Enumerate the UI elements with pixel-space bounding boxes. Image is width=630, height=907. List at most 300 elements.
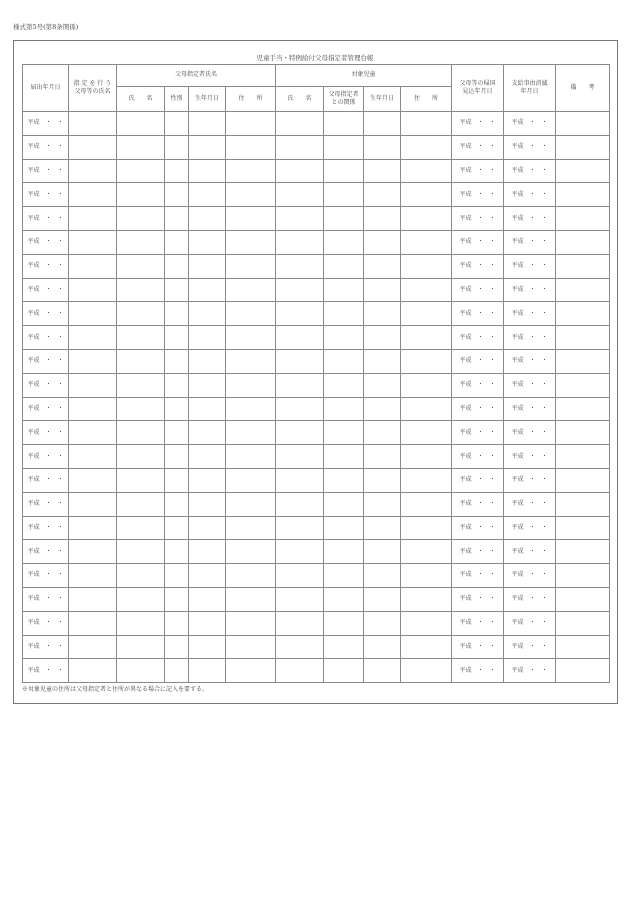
child-name-cell[interactable] [276, 397, 324, 421]
child-birthdate-cell[interactable] [364, 183, 401, 207]
child-address-cell[interactable] [401, 635, 452, 659]
return-date-cell[interactable]: 平成 ・ ・ [452, 159, 504, 183]
filing-date-cell[interactable]: 平成 ・ ・ [23, 659, 69, 683]
designee-address-cell[interactable] [226, 349, 276, 373]
designee-sex-cell[interactable] [165, 564, 189, 588]
filing-date-cell[interactable]: 平成 ・ ・ [23, 397, 69, 421]
extinction-date-cell[interactable]: 平成 ・ ・ [504, 373, 556, 397]
designee-name-cell[interactable] [117, 540, 165, 564]
designee-birthdate-cell[interactable] [189, 540, 226, 564]
return-date-cell[interactable]: 平成 ・ ・ [452, 254, 504, 278]
remarks-cell[interactable] [556, 159, 610, 183]
child-birthdate-cell[interactable] [364, 611, 401, 635]
return-date-cell[interactable]: 平成 ・ ・ [452, 230, 504, 254]
child-address-cell[interactable] [401, 230, 452, 254]
return-date-cell[interactable]: 平成 ・ ・ [452, 326, 504, 350]
child-address-cell[interactable] [401, 611, 452, 635]
child-address-cell[interactable] [401, 183, 452, 207]
child-name-cell[interactable] [276, 278, 324, 302]
remarks-cell[interactable] [556, 373, 610, 397]
return-date-cell[interactable]: 平成 ・ ・ [452, 540, 504, 564]
child-relation-cell[interactable] [324, 112, 364, 136]
designee-sex-cell[interactable] [165, 278, 189, 302]
child-relation-cell[interactable] [324, 540, 364, 564]
designee-birthdate-cell[interactable] [189, 230, 226, 254]
child-birthdate-cell[interactable] [364, 587, 401, 611]
designee-birthdate-cell[interactable] [189, 564, 226, 588]
filing-date-cell[interactable]: 平成 ・ ・ [23, 349, 69, 373]
child-relation-cell[interactable] [324, 326, 364, 350]
designee-address-cell[interactable] [226, 564, 276, 588]
extinction-date-cell[interactable]: 平成 ・ ・ [504, 207, 556, 231]
remarks-cell[interactable] [556, 207, 610, 231]
designating-parent-cell[interactable] [69, 540, 117, 564]
filing-date-cell[interactable]: 平成 ・ ・ [23, 445, 69, 469]
designee-sex-cell[interactable] [165, 492, 189, 516]
remarks-cell[interactable] [556, 635, 610, 659]
child-relation-cell[interactable] [324, 349, 364, 373]
designee-birthdate-cell[interactable] [189, 326, 226, 350]
child-address-cell[interactable] [401, 112, 452, 136]
designating-parent-cell[interactable] [69, 159, 117, 183]
designee-sex-cell[interactable] [165, 349, 189, 373]
designating-parent-cell[interactable] [69, 302, 117, 326]
child-relation-cell[interactable] [324, 635, 364, 659]
designee-sex-cell[interactable] [165, 468, 189, 492]
extinction-date-cell[interactable]: 平成 ・ ・ [504, 540, 556, 564]
filing-date-cell[interactable]: 平成 ・ ・ [23, 230, 69, 254]
designee-name-cell[interactable] [117, 397, 165, 421]
extinction-date-cell[interactable]: 平成 ・ ・ [504, 468, 556, 492]
child-relation-cell[interactable] [324, 373, 364, 397]
child-name-cell[interactable] [276, 230, 324, 254]
designee-sex-cell[interactable] [165, 135, 189, 159]
return-date-cell[interactable]: 平成 ・ ・ [452, 302, 504, 326]
return-date-cell[interactable]: 平成 ・ ・ [452, 564, 504, 588]
child-relation-cell[interactable] [324, 159, 364, 183]
child-name-cell[interactable] [276, 159, 324, 183]
designee-sex-cell[interactable] [165, 611, 189, 635]
designee-birthdate-cell[interactable] [189, 397, 226, 421]
return-date-cell[interactable]: 平成 ・ ・ [452, 183, 504, 207]
designating-parent-cell[interactable] [69, 611, 117, 635]
filing-date-cell[interactable]: 平成 ・ ・ [23, 112, 69, 136]
child-name-cell[interactable] [276, 611, 324, 635]
filing-date-cell[interactable]: 平成 ・ ・ [23, 254, 69, 278]
remarks-cell[interactable] [556, 230, 610, 254]
designee-name-cell[interactable] [117, 159, 165, 183]
filing-date-cell[interactable]: 平成 ・ ・ [23, 135, 69, 159]
child-birthdate-cell[interactable] [364, 326, 401, 350]
child-name-cell[interactable] [276, 421, 324, 445]
designee-sex-cell[interactable] [165, 540, 189, 564]
designee-address-cell[interactable] [226, 445, 276, 469]
return-date-cell[interactable]: 平成 ・ ・ [452, 112, 504, 136]
designating-parent-cell[interactable] [69, 278, 117, 302]
designating-parent-cell[interactable] [69, 587, 117, 611]
designee-address-cell[interactable] [226, 611, 276, 635]
child-birthdate-cell[interactable] [364, 112, 401, 136]
extinction-date-cell[interactable]: 平成 ・ ・ [504, 326, 556, 350]
designee-birthdate-cell[interactable] [189, 349, 226, 373]
return-date-cell[interactable]: 平成 ・ ・ [452, 349, 504, 373]
designee-address-cell[interactable] [226, 516, 276, 540]
child-relation-cell[interactable] [324, 445, 364, 469]
designee-birthdate-cell[interactable] [189, 135, 226, 159]
designee-birthdate-cell[interactable] [189, 159, 226, 183]
child-birthdate-cell[interactable] [364, 492, 401, 516]
child-address-cell[interactable] [401, 564, 452, 588]
child-birthdate-cell[interactable] [364, 468, 401, 492]
designating-parent-cell[interactable] [69, 183, 117, 207]
designee-birthdate-cell[interactable] [189, 183, 226, 207]
child-name-cell[interactable] [276, 492, 324, 516]
child-address-cell[interactable] [401, 587, 452, 611]
extinction-date-cell[interactable]: 平成 ・ ・ [504, 516, 556, 540]
filing-date-cell[interactable]: 平成 ・ ・ [23, 587, 69, 611]
child-relation-cell[interactable] [324, 278, 364, 302]
designee-name-cell[interactable] [117, 516, 165, 540]
designee-sex-cell[interactable] [165, 445, 189, 469]
return-date-cell[interactable]: 平成 ・ ・ [452, 611, 504, 635]
designee-address-cell[interactable] [226, 468, 276, 492]
filing-date-cell[interactable]: 平成 ・ ・ [23, 373, 69, 397]
return-date-cell[interactable]: 平成 ・ ・ [452, 445, 504, 469]
designating-parent-cell[interactable] [69, 468, 117, 492]
child-relation-cell[interactable] [324, 135, 364, 159]
extinction-date-cell[interactable]: 平成 ・ ・ [504, 397, 556, 421]
remarks-cell[interactable] [556, 397, 610, 421]
child-relation-cell[interactable] [324, 659, 364, 683]
filing-date-cell[interactable]: 平成 ・ ・ [23, 540, 69, 564]
designating-parent-cell[interactable] [69, 659, 117, 683]
designee-birthdate-cell[interactable] [189, 611, 226, 635]
return-date-cell[interactable]: 平成 ・ ・ [452, 421, 504, 445]
child-address-cell[interactable] [401, 659, 452, 683]
child-relation-cell[interactable] [324, 611, 364, 635]
designee-name-cell[interactable] [117, 611, 165, 635]
child-address-cell[interactable] [401, 135, 452, 159]
child-relation-cell[interactable] [324, 207, 364, 231]
remarks-cell[interactable] [556, 492, 610, 516]
designating-parent-cell[interactable] [69, 373, 117, 397]
designee-sex-cell[interactable] [165, 421, 189, 445]
remarks-cell[interactable] [556, 112, 610, 136]
child-name-cell[interactable] [276, 135, 324, 159]
child-relation-cell[interactable] [324, 587, 364, 611]
child-address-cell[interactable] [401, 492, 452, 516]
child-birthdate-cell[interactable] [364, 635, 401, 659]
designee-address-cell[interactable] [226, 254, 276, 278]
remarks-cell[interactable] [556, 564, 610, 588]
designee-birthdate-cell[interactable] [189, 278, 226, 302]
child-name-cell[interactable] [276, 373, 324, 397]
extinction-date-cell[interactable]: 平成 ・ ・ [504, 421, 556, 445]
remarks-cell[interactable] [556, 278, 610, 302]
child-relation-cell[interactable] [324, 421, 364, 445]
designee-name-cell[interactable] [117, 468, 165, 492]
designee-name-cell[interactable] [117, 349, 165, 373]
designee-name-cell[interactable] [117, 326, 165, 350]
child-address-cell[interactable] [401, 373, 452, 397]
designee-birthdate-cell[interactable] [189, 659, 226, 683]
designating-parent-cell[interactable] [69, 326, 117, 350]
designee-sex-cell[interactable] [165, 659, 189, 683]
extinction-date-cell[interactable]: 平成 ・ ・ [504, 302, 556, 326]
remarks-cell[interactable] [556, 516, 610, 540]
designating-parent-cell[interactable] [69, 207, 117, 231]
designating-parent-cell[interactable] [69, 421, 117, 445]
designee-sex-cell[interactable] [165, 587, 189, 611]
designating-parent-cell[interactable] [69, 635, 117, 659]
child-birthdate-cell[interactable] [364, 159, 401, 183]
child-relation-cell[interactable] [324, 183, 364, 207]
extinction-date-cell[interactable]: 平成 ・ ・ [504, 349, 556, 373]
child-birthdate-cell[interactable] [364, 254, 401, 278]
child-address-cell[interactable] [401, 397, 452, 421]
child-birthdate-cell[interactable] [364, 421, 401, 445]
designee-name-cell[interactable] [117, 302, 165, 326]
designee-birthdate-cell[interactable] [189, 207, 226, 231]
designee-address-cell[interactable] [226, 540, 276, 564]
designee-name-cell[interactable] [117, 112, 165, 136]
extinction-date-cell[interactable]: 平成 ・ ・ [504, 254, 556, 278]
child-name-cell[interactable] [276, 659, 324, 683]
designating-parent-cell[interactable] [69, 397, 117, 421]
designee-address-cell[interactable] [226, 230, 276, 254]
child-birthdate-cell[interactable] [364, 516, 401, 540]
designee-sex-cell[interactable] [165, 635, 189, 659]
return-date-cell[interactable]: 平成 ・ ・ [452, 278, 504, 302]
designating-parent-cell[interactable] [69, 112, 117, 136]
filing-date-cell[interactable]: 平成 ・ ・ [23, 326, 69, 350]
designee-address-cell[interactable] [226, 587, 276, 611]
designee-name-cell[interactable] [117, 230, 165, 254]
child-address-cell[interactable] [401, 349, 452, 373]
child-birthdate-cell[interactable] [364, 445, 401, 469]
return-date-cell[interactable]: 平成 ・ ・ [452, 373, 504, 397]
remarks-cell[interactable] [556, 135, 610, 159]
child-address-cell[interactable] [401, 278, 452, 302]
child-relation-cell[interactable] [324, 564, 364, 588]
child-address-cell[interactable] [401, 421, 452, 445]
filing-date-cell[interactable]: 平成 ・ ・ [23, 159, 69, 183]
designee-sex-cell[interactable] [165, 302, 189, 326]
return-date-cell[interactable]: 平成 ・ ・ [452, 492, 504, 516]
child-address-cell[interactable] [401, 516, 452, 540]
designee-birthdate-cell[interactable] [189, 468, 226, 492]
designee-name-cell[interactable] [117, 564, 165, 588]
child-birthdate-cell[interactable] [364, 302, 401, 326]
designee-address-cell[interactable] [226, 278, 276, 302]
designee-sex-cell[interactable] [165, 112, 189, 136]
designee-address-cell[interactable] [226, 302, 276, 326]
designating-parent-cell[interactable] [69, 445, 117, 469]
remarks-cell[interactable] [556, 421, 610, 445]
designee-sex-cell[interactable] [165, 207, 189, 231]
designee-name-cell[interactable] [117, 635, 165, 659]
designee-sex-cell[interactable] [165, 516, 189, 540]
designee-name-cell[interactable] [117, 254, 165, 278]
designee-name-cell[interactable] [117, 587, 165, 611]
child-relation-cell[interactable] [324, 492, 364, 516]
child-address-cell[interactable] [401, 254, 452, 278]
designee-address-cell[interactable] [226, 326, 276, 350]
filing-date-cell[interactable]: 平成 ・ ・ [23, 207, 69, 231]
designee-sex-cell[interactable] [165, 159, 189, 183]
filing-date-cell[interactable]: 平成 ・ ・ [23, 421, 69, 445]
child-birthdate-cell[interactable] [364, 349, 401, 373]
remarks-cell[interactable] [556, 587, 610, 611]
remarks-cell[interactable] [556, 254, 610, 278]
child-relation-cell[interactable] [324, 516, 364, 540]
designee-address-cell[interactable] [226, 635, 276, 659]
designee-birthdate-cell[interactable] [189, 421, 226, 445]
designee-name-cell[interactable] [117, 278, 165, 302]
remarks-cell[interactable] [556, 659, 610, 683]
child-relation-cell[interactable] [324, 230, 364, 254]
filing-date-cell[interactable]: 平成 ・ ・ [23, 183, 69, 207]
return-date-cell[interactable]: 平成 ・ ・ [452, 659, 504, 683]
child-name-cell[interactable] [276, 183, 324, 207]
child-name-cell[interactable] [276, 254, 324, 278]
return-date-cell[interactable]: 平成 ・ ・ [452, 397, 504, 421]
designee-address-cell[interactable] [226, 373, 276, 397]
child-relation-cell[interactable] [324, 254, 364, 278]
child-address-cell[interactable] [401, 159, 452, 183]
child-address-cell[interactable] [401, 540, 452, 564]
remarks-cell[interactable] [556, 302, 610, 326]
designee-birthdate-cell[interactable] [189, 492, 226, 516]
return-date-cell[interactable]: 平成 ・ ・ [452, 587, 504, 611]
filing-date-cell[interactable]: 平成 ・ ・ [23, 564, 69, 588]
remarks-cell[interactable] [556, 349, 610, 373]
designee-name-cell[interactable] [117, 183, 165, 207]
designee-birthdate-cell[interactable] [189, 587, 226, 611]
designee-birthdate-cell[interactable] [189, 635, 226, 659]
designee-name-cell[interactable] [117, 135, 165, 159]
remarks-cell[interactable] [556, 611, 610, 635]
child-name-cell[interactable] [276, 516, 324, 540]
remarks-cell[interactable] [556, 326, 610, 350]
child-birthdate-cell[interactable] [364, 135, 401, 159]
designee-address-cell[interactable] [226, 183, 276, 207]
extinction-date-cell[interactable]: 平成 ・ ・ [504, 564, 556, 588]
designee-address-cell[interactable] [226, 159, 276, 183]
extinction-date-cell[interactable]: 平成 ・ ・ [504, 159, 556, 183]
designee-birthdate-cell[interactable] [189, 373, 226, 397]
child-name-cell[interactable] [276, 302, 324, 326]
designee-sex-cell[interactable] [165, 230, 189, 254]
return-date-cell[interactable]: 平成 ・ ・ [452, 468, 504, 492]
filing-date-cell[interactable]: 平成 ・ ・ [23, 278, 69, 302]
child-name-cell[interactable] [276, 349, 324, 373]
remarks-cell[interactable] [556, 445, 610, 469]
designee-name-cell[interactable] [117, 492, 165, 516]
child-name-cell[interactable] [276, 540, 324, 564]
child-relation-cell[interactable] [324, 397, 364, 421]
child-birthdate-cell[interactable] [364, 540, 401, 564]
child-birthdate-cell[interactable] [364, 373, 401, 397]
designee-birthdate-cell[interactable] [189, 445, 226, 469]
designating-parent-cell[interactable] [69, 516, 117, 540]
extinction-date-cell[interactable]: 平成 ・ ・ [504, 611, 556, 635]
designee-address-cell[interactable] [226, 492, 276, 516]
child-birthdate-cell[interactable] [364, 278, 401, 302]
extinction-date-cell[interactable]: 平成 ・ ・ [504, 445, 556, 469]
remarks-cell[interactable] [556, 183, 610, 207]
filing-date-cell[interactable]: 平成 ・ ・ [23, 468, 69, 492]
designee-address-cell[interactable] [226, 659, 276, 683]
designee-birthdate-cell[interactable] [189, 254, 226, 278]
return-date-cell[interactable]: 平成 ・ ・ [452, 516, 504, 540]
return-date-cell[interactable]: 平成 ・ ・ [452, 635, 504, 659]
child-name-cell[interactable] [276, 207, 324, 231]
filing-date-cell[interactable]: 平成 ・ ・ [23, 611, 69, 635]
designee-birthdate-cell[interactable] [189, 112, 226, 136]
designee-name-cell[interactable] [117, 421, 165, 445]
designee-name-cell[interactable] [117, 373, 165, 397]
designee-sex-cell[interactable] [165, 254, 189, 278]
designee-address-cell[interactable] [226, 207, 276, 231]
filing-date-cell[interactable]: 平成 ・ ・ [23, 635, 69, 659]
designee-name-cell[interactable] [117, 207, 165, 231]
child-birthdate-cell[interactable] [364, 564, 401, 588]
extinction-date-cell[interactable]: 平成 ・ ・ [504, 492, 556, 516]
child-name-cell[interactable] [276, 635, 324, 659]
extinction-date-cell[interactable]: 平成 ・ ・ [504, 278, 556, 302]
remarks-cell[interactable] [556, 540, 610, 564]
designee-address-cell[interactable] [226, 135, 276, 159]
designee-address-cell[interactable] [226, 421, 276, 445]
child-birthdate-cell[interactable] [364, 659, 401, 683]
return-date-cell[interactable]: 平成 ・ ・ [452, 135, 504, 159]
child-name-cell[interactable] [276, 326, 324, 350]
child-address-cell[interactable] [401, 468, 452, 492]
designee-address-cell[interactable] [226, 112, 276, 136]
designee-sex-cell[interactable] [165, 326, 189, 350]
child-address-cell[interactable] [401, 207, 452, 231]
designating-parent-cell[interactable] [69, 254, 117, 278]
extinction-date-cell[interactable]: 平成 ・ ・ [504, 183, 556, 207]
designee-birthdate-cell[interactable] [189, 302, 226, 326]
extinction-date-cell[interactable]: 平成 ・ ・ [504, 135, 556, 159]
designating-parent-cell[interactable] [69, 230, 117, 254]
child-address-cell[interactable] [401, 445, 452, 469]
child-name-cell[interactable] [276, 445, 324, 469]
designee-name-cell[interactable] [117, 445, 165, 469]
child-birthdate-cell[interactable] [364, 397, 401, 421]
designee-address-cell[interactable] [226, 397, 276, 421]
child-relation-cell[interactable] [324, 302, 364, 326]
extinction-date-cell[interactable]: 平成 ・ ・ [504, 587, 556, 611]
extinction-date-cell[interactable]: 平成 ・ ・ [504, 659, 556, 683]
return-date-cell[interactable]: 平成 ・ ・ [452, 207, 504, 231]
designating-parent-cell[interactable] [69, 349, 117, 373]
child-name-cell[interactable] [276, 468, 324, 492]
filing-date-cell[interactable]: 平成 ・ ・ [23, 492, 69, 516]
child-birthdate-cell[interactable] [364, 230, 401, 254]
designee-sex-cell[interactable] [165, 397, 189, 421]
child-birthdate-cell[interactable] [364, 207, 401, 231]
extinction-date-cell[interactable]: 平成 ・ ・ [504, 112, 556, 136]
designee-sex-cell[interactable] [165, 183, 189, 207]
child-address-cell[interactable] [401, 302, 452, 326]
filing-date-cell[interactable]: 平成 ・ ・ [23, 516, 69, 540]
child-relation-cell[interactable] [324, 468, 364, 492]
designee-birthdate-cell[interactable] [189, 516, 226, 540]
child-name-cell[interactable] [276, 564, 324, 588]
